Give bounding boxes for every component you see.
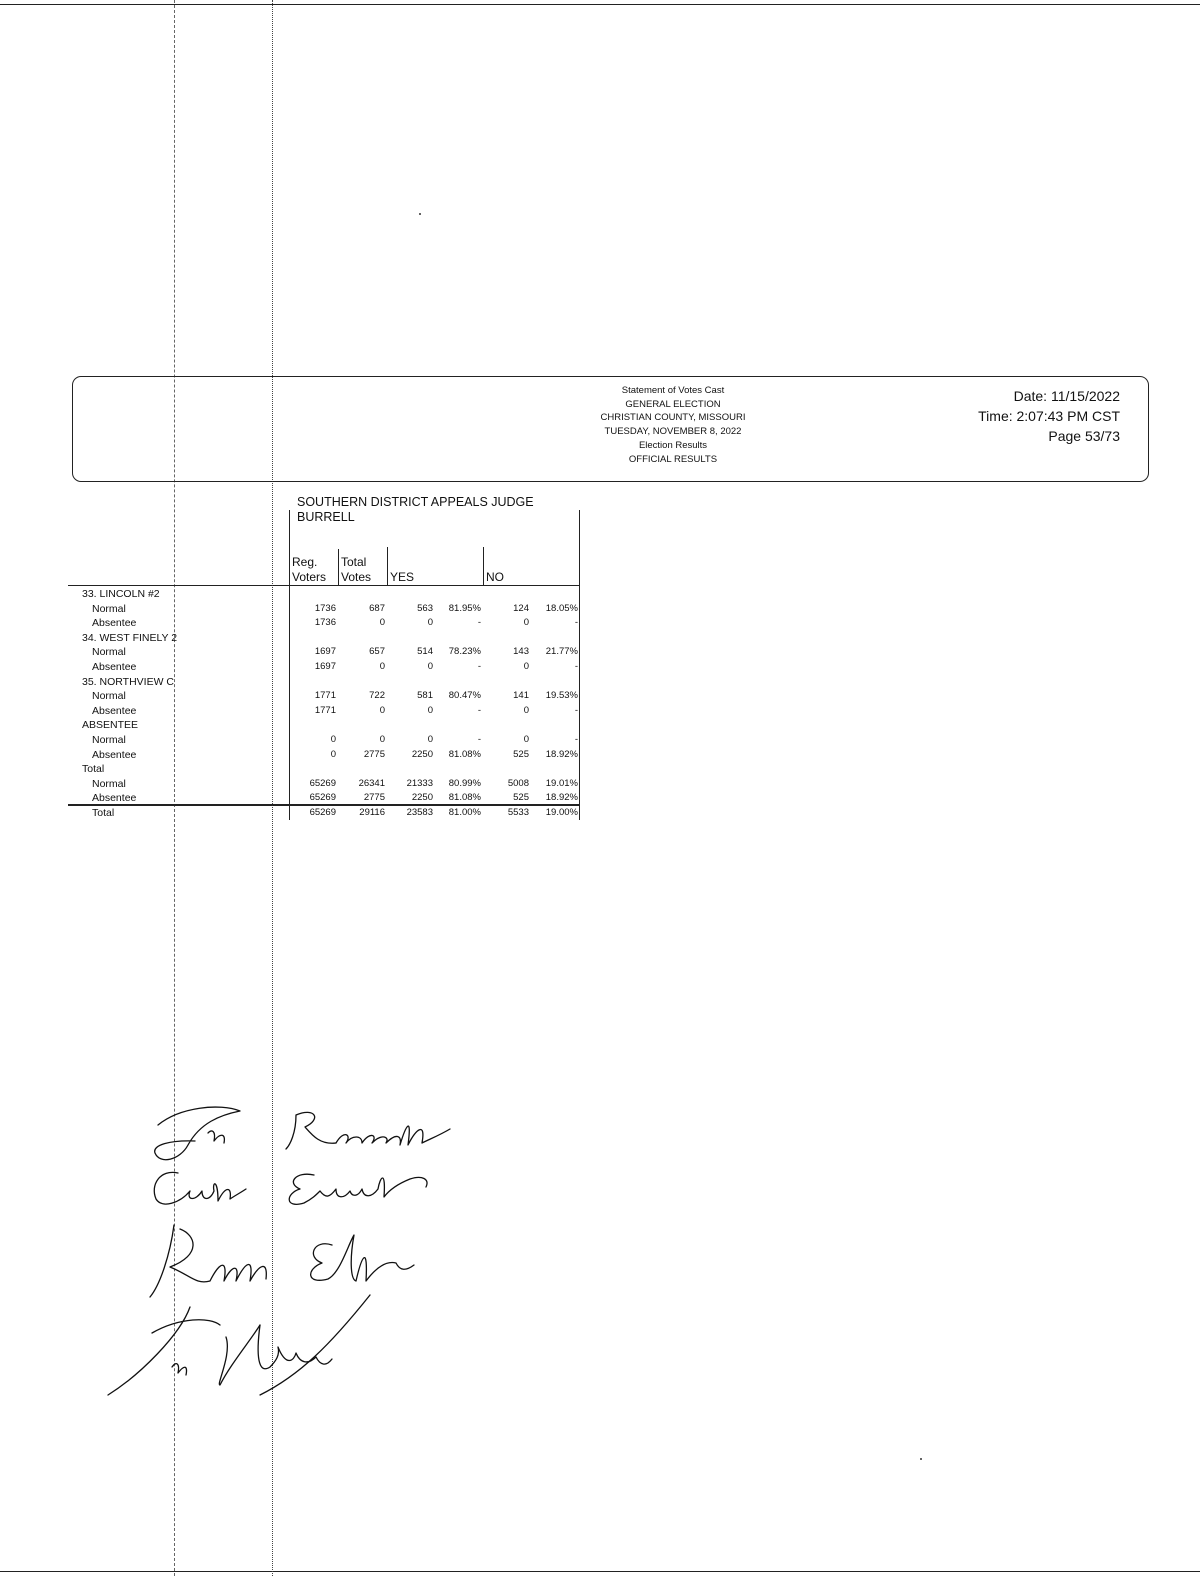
- cell-total: 2775: [363, 792, 385, 804]
- column-header-line: Votes: [341, 570, 372, 584]
- cell-no: 143: [513, 646, 529, 658]
- cell-no-pct: 19.00%: [545, 807, 578, 818]
- row-label: Absentee: [92, 748, 137, 761]
- column-header-total-votes: [341, 555, 371, 585]
- row-label: Total: [92, 807, 115, 819]
- column-header-line: Voters: [292, 570, 327, 584]
- column-header-line: Total: [341, 555, 367, 569]
- cell-no-pct: 19.01%: [545, 777, 578, 789]
- contest-title: SOUTHERN DISTRICT APPEALS JUDGE: [297, 495, 534, 509]
- row-label: Normal: [92, 646, 126, 659]
- column-header-yes: YES: [390, 570, 415, 584]
- page-number: Page 53/73: [1048, 428, 1120, 444]
- cell-yes-pct: 80.47%: [448, 690, 481, 702]
- cell-reg: 0: [330, 734, 336, 745]
- cell-yes: 23583: [406, 807, 433, 818]
- cell-yes-pct: 81.08%: [448, 748, 481, 760]
- cell-no: 5533: [507, 807, 529, 818]
- cell-yes-pct: -: [477, 734, 481, 745]
- row-label: Normal: [92, 602, 126, 615]
- cell-yes: 514: [417, 646, 433, 658]
- column-header-no: NO: [486, 570, 504, 584]
- precinct-group-label: 35. NORTHVIEW C: [82, 675, 174, 688]
- cell-reg: 65269: [309, 777, 336, 789]
- report-time: Time: 2:07:43 PM CST: [978, 408, 1120, 424]
- cell-reg: 65269: [309, 807, 336, 818]
- cell-no: 0: [523, 734, 529, 745]
- cell-no-pct: -: [574, 617, 578, 629]
- row-label: Absentee: [92, 661, 137, 673]
- cell-total: 2775: [363, 748, 385, 760]
- cell-reg: 0: [330, 748, 336, 760]
- cell-yes-pct: 81.95%: [448, 602, 481, 614]
- cell-yes-pct: 81.08%: [448, 792, 481, 804]
- cell-total: 0: [379, 734, 385, 745]
- precinct-group-label: Total: [82, 763, 105, 776]
- cell-yes: 0: [427, 704, 433, 716]
- cell-no-pct: 19.53%: [545, 690, 578, 702]
- report-date: Date: 11/15/2022: [1013, 388, 1120, 404]
- cell-no: 0: [523, 661, 529, 672]
- row-label: Normal: [92, 690, 126, 703]
- cell-no: 124: [513, 602, 529, 614]
- top-scan-line: [0, 4, 1200, 5]
- cell-no: 0: [523, 704, 529, 716]
- cell-total: 657: [369, 646, 385, 658]
- cell-yes: 0: [427, 617, 433, 629]
- row-label: Absentee: [92, 704, 137, 717]
- cell-yes: 21333: [406, 777, 433, 789]
- cell-total: 0: [379, 617, 385, 629]
- table-rule: [387, 547, 388, 585]
- cell-reg: 1697: [314, 646, 336, 658]
- cell-yes: 581: [417, 690, 433, 702]
- cell-total: 29116: [359, 807, 385, 818]
- scan-speck: [920, 1458, 922, 1460]
- cell-no: 0: [523, 617, 529, 629]
- header-line: OFFICIAL RESULTS: [628, 453, 718, 465]
- cell-no: 5008: [507, 777, 529, 789]
- table-rule: [579, 510, 580, 820]
- cell-yes-pct: 78.23%: [448, 646, 481, 658]
- row-label: Normal: [92, 777, 126, 790]
- report-meta: [978, 386, 1120, 446]
- cell-reg: 1736: [314, 602, 336, 614]
- cell-yes-pct: -: [477, 704, 481, 716]
- table-rule: [289, 510, 290, 820]
- cell-yes-pct: 80.99%: [448, 777, 481, 789]
- cell-total: 0: [379, 661, 385, 672]
- scan-speck: [419, 213, 421, 215]
- report-header-title: [493, 384, 853, 466]
- cell-yes: 0: [427, 734, 433, 745]
- header-line: Election Results: [638, 439, 708, 451]
- header-line: Statement of Votes Cast: [621, 385, 725, 396]
- cell-yes: 0: [427, 661, 433, 672]
- row-label: Absentee: [92, 617, 137, 630]
- cell-total: 26341: [358, 777, 385, 789]
- bottom-scan-line: [0, 1571, 1200, 1572]
- official-signatures: [100, 1085, 470, 1405]
- precinct-group-label: 33. LINCOLN #2: [82, 588, 160, 600]
- cell-yes-pct: -: [477, 661, 481, 672]
- cell-no-pct: -: [574, 704, 578, 716]
- cell-reg: 65269: [309, 792, 336, 804]
- cell-no-pct: 18.92%: [545, 748, 578, 760]
- cell-no-pct: 18.92%: [545, 792, 578, 804]
- header-line: GENERAL ELECTION: [625, 398, 721, 410]
- row-label: Normal: [92, 734, 126, 746]
- cell-yes-pct: 81.00%: [448, 807, 481, 818]
- table-rule: [68, 585, 580, 586]
- cell-total: 687: [369, 602, 385, 614]
- precinct-group-label: 34. WEST FINELY 2: [82, 631, 178, 644]
- contest-heading: [297, 495, 534, 525]
- column-header-reg-voters: [292, 555, 326, 585]
- column-header-line: Reg.: [292, 555, 318, 569]
- report-header: [72, 376, 1149, 482]
- cell-no: 525: [513, 748, 529, 760]
- header-line: CHRISTIAN COUNTY, MISSOURI: [600, 412, 746, 424]
- cell-no-pct: -: [574, 734, 578, 745]
- cell-no: 525: [513, 792, 529, 804]
- header-line: TUESDAY, NOVEMBER 8, 2022: [604, 426, 742, 438]
- candidate-name: BURRELL: [297, 510, 355, 524]
- cell-reg: 1771: [314, 690, 336, 702]
- precinct-group-label: ABSENTEE: [82, 719, 139, 732]
- cell-total: 722: [369, 690, 385, 702]
- cell-yes-pct: -: [477, 617, 481, 629]
- cell-reg: 1771: [314, 704, 336, 716]
- cell-no-pct: -: [574, 661, 578, 672]
- cell-yes: 563: [417, 602, 433, 614]
- table-rule: [338, 549, 339, 585]
- cell-yes: 2250: [411, 748, 433, 760]
- row-label: Absentee: [92, 792, 137, 805]
- cell-no-pct: 18.05%: [545, 602, 578, 614]
- cell-yes: 2250: [411, 792, 433, 804]
- table-rule: [483, 547, 484, 585]
- cell-reg: 1736: [314, 617, 336, 629]
- cell-total: 0: [379, 704, 385, 716]
- cell-no: 141: [513, 690, 529, 702]
- cell-reg: 1697: [314, 661, 336, 672]
- cell-no-pct: 21.77%: [545, 646, 578, 658]
